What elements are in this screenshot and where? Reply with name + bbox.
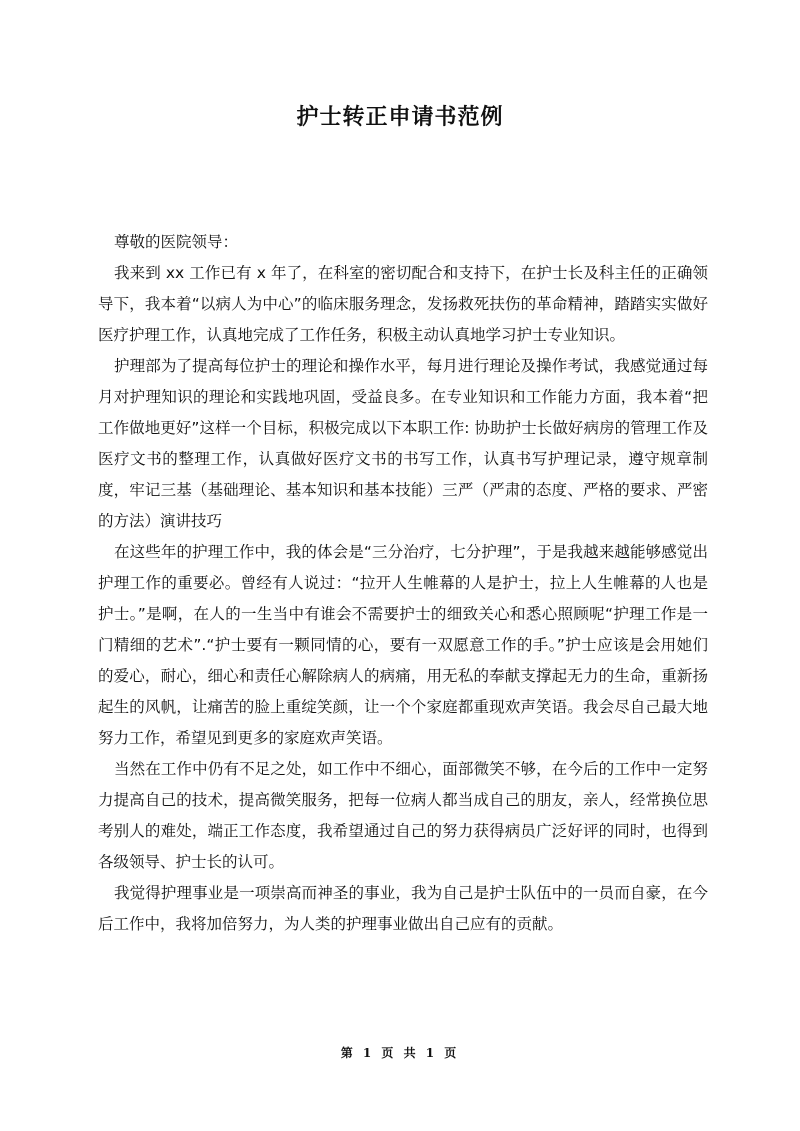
salutation: 尊敬的医院领导： — [114, 233, 239, 251]
paragraph-4: 当然在工作中仍有不足之处，如工作中不细心，面部微笑不够，在今后的工作中一定努力提高自己的技术，提高微笑服务，把每一位病人都当成自己的朋友，亲人，经常换位思考别人的难处，端正工作态度，我希望通过自己的努力获得病员广泛好评的同时，也得到各级领导、护士长的认可。 — [98, 760, 708, 871]
paragraph-3: 在这些年的护理工作中，我的体会是“三分治疗，七分护理”，于是我越来越能够感觉出护理工作的重要必。曾经有人说过：“拉开人生帷幕的人是护士，拉上人生帷幕的人也是护士。”是啊，在人的一生当中有谁会不需要护士的细致关心和悉心照顾呢“护理工作是一门精细的艺术”.“护士要有一颗同情的心，要有一双愿意工作的手。”护士应该是会用她们的爱心，耐心，细心和责任心解除病人的病痛，用无私的奉献支撑起无力的生命，重新扬起生的风帆，让痛苦的脸上重绽笑颜，让一个个家庭都重现欢声笑语。我会尽自己最大地努力工作，希望见到更多的家庭欢声笑语。 — [98, 543, 708, 747]
paragraph-2: 护理部为了提高每位护士的理论和操作水平，每月进行理论及操作考试，我感觉通过每月对护理知识的理论和实践地巩固，受益良多。在专业知识和工作能力方面，我本着“把工作做地更好”这样一个目标，积极完成以下本职工作: 协助护士长做好病房的管理工作及医疗文书的整理工作，认真做好医疗文书的书写工作，认真书写护理记录，遵守规章制度，牢记三基（基础理论、基本知识和基本技能）三严（严肃的态度、严格的要求、严密的方法）演讲技巧 — [98, 357, 708, 530]
paragraph-5: 我觉得护理事业是一项崇高而神圣的事业，我为自己是护士队伍中的一员而自豪，在今后工作中，我将加倍努力，为人类的护理事业做出自己应有的贡献。 — [98, 884, 708, 933]
page-number-footer: 第 1 页 共 1 页 — [340, 1046, 460, 1060]
document-body — [98, 227, 708, 940]
document-title: 护士转正申请书范例 — [296, 105, 504, 130]
paragraph-1: 我来到 xx 工作已有 x 年了，在科室的密切配合和支持下，在护士长及科主任的正确领导下，我本着“以病人为中心”的临床服务理念，发扬救死扶伤的革命精神，踏踏实实做好医疗护理工作，认真地完成了工作任务，积极主动认真地学习护士专业知识。 — [98, 264, 708, 344]
